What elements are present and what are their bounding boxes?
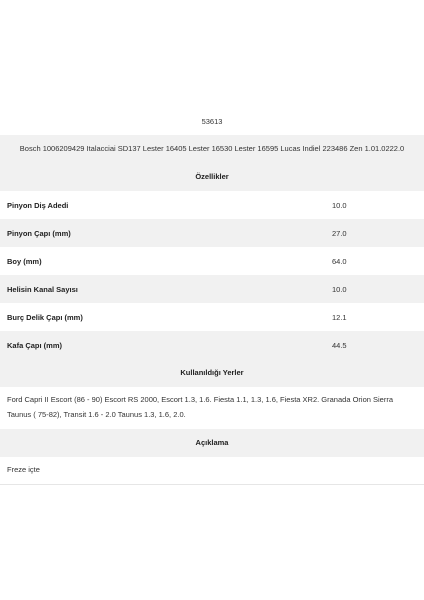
spec-value: 10.0 — [332, 284, 347, 294]
divider — [0, 484, 424, 485]
spec-value: 12.1 — [332, 312, 347, 322]
description-text: Freze içte — [7, 465, 40, 474]
spec-label: Burç Delik Çapı (mm) — [7, 312, 83, 322]
spec-label: Helisin Kanal Sayısı — [7, 284, 78, 294]
features-heading: Özellikler — [0, 163, 424, 191]
spec-value: 27.0 — [332, 228, 347, 238]
description-heading: Açıklama — [0, 429, 424, 457]
spec-label: Kafa Çapı (mm) — [7, 340, 63, 350]
spec-row — [0, 331, 424, 359]
spec-row — [0, 275, 424, 303]
spec-row — [0, 191, 424, 219]
spec-row — [0, 247, 424, 275]
spec-value: 64.0 — [332, 256, 347, 266]
spec-row — [0, 303, 424, 331]
product-code: 53613 — [201, 117, 223, 126]
usage-heading: Kullanıldığı Yerler — [0, 359, 424, 387]
cross-references: Bosch 1006209429 Italacciai SD137 Lester 16405 Lester 16530 Lester 16595 Lucas Indiel 223486 Zen 1.01.0222.0 — [0, 135, 424, 163]
spec-label: Pinyon Çapı (mm) — [7, 228, 71, 238]
spec-value: 44.5 — [332, 340, 347, 350]
spec-value: 10.0 — [332, 200, 347, 210]
spec-table — [0, 191, 424, 359]
spec-label: Pinyon Diş Adedi — [7, 200, 69, 210]
spec-label: Boy (mm) — [7, 256, 42, 266]
spec-row — [0, 219, 424, 247]
usage-text: Ford Capri II Escort (86 - 90) Escort RS 2000, Escort 1.3, 1.6. Fiesta 1.1, 1.3, 1.6, Fiesta XR2. Granada Orion Sierra Taunus ( 75-82), Transit 1.6 - 2.0 Taunus 1.3, 1.6, 2.0. — [7, 395, 394, 419]
